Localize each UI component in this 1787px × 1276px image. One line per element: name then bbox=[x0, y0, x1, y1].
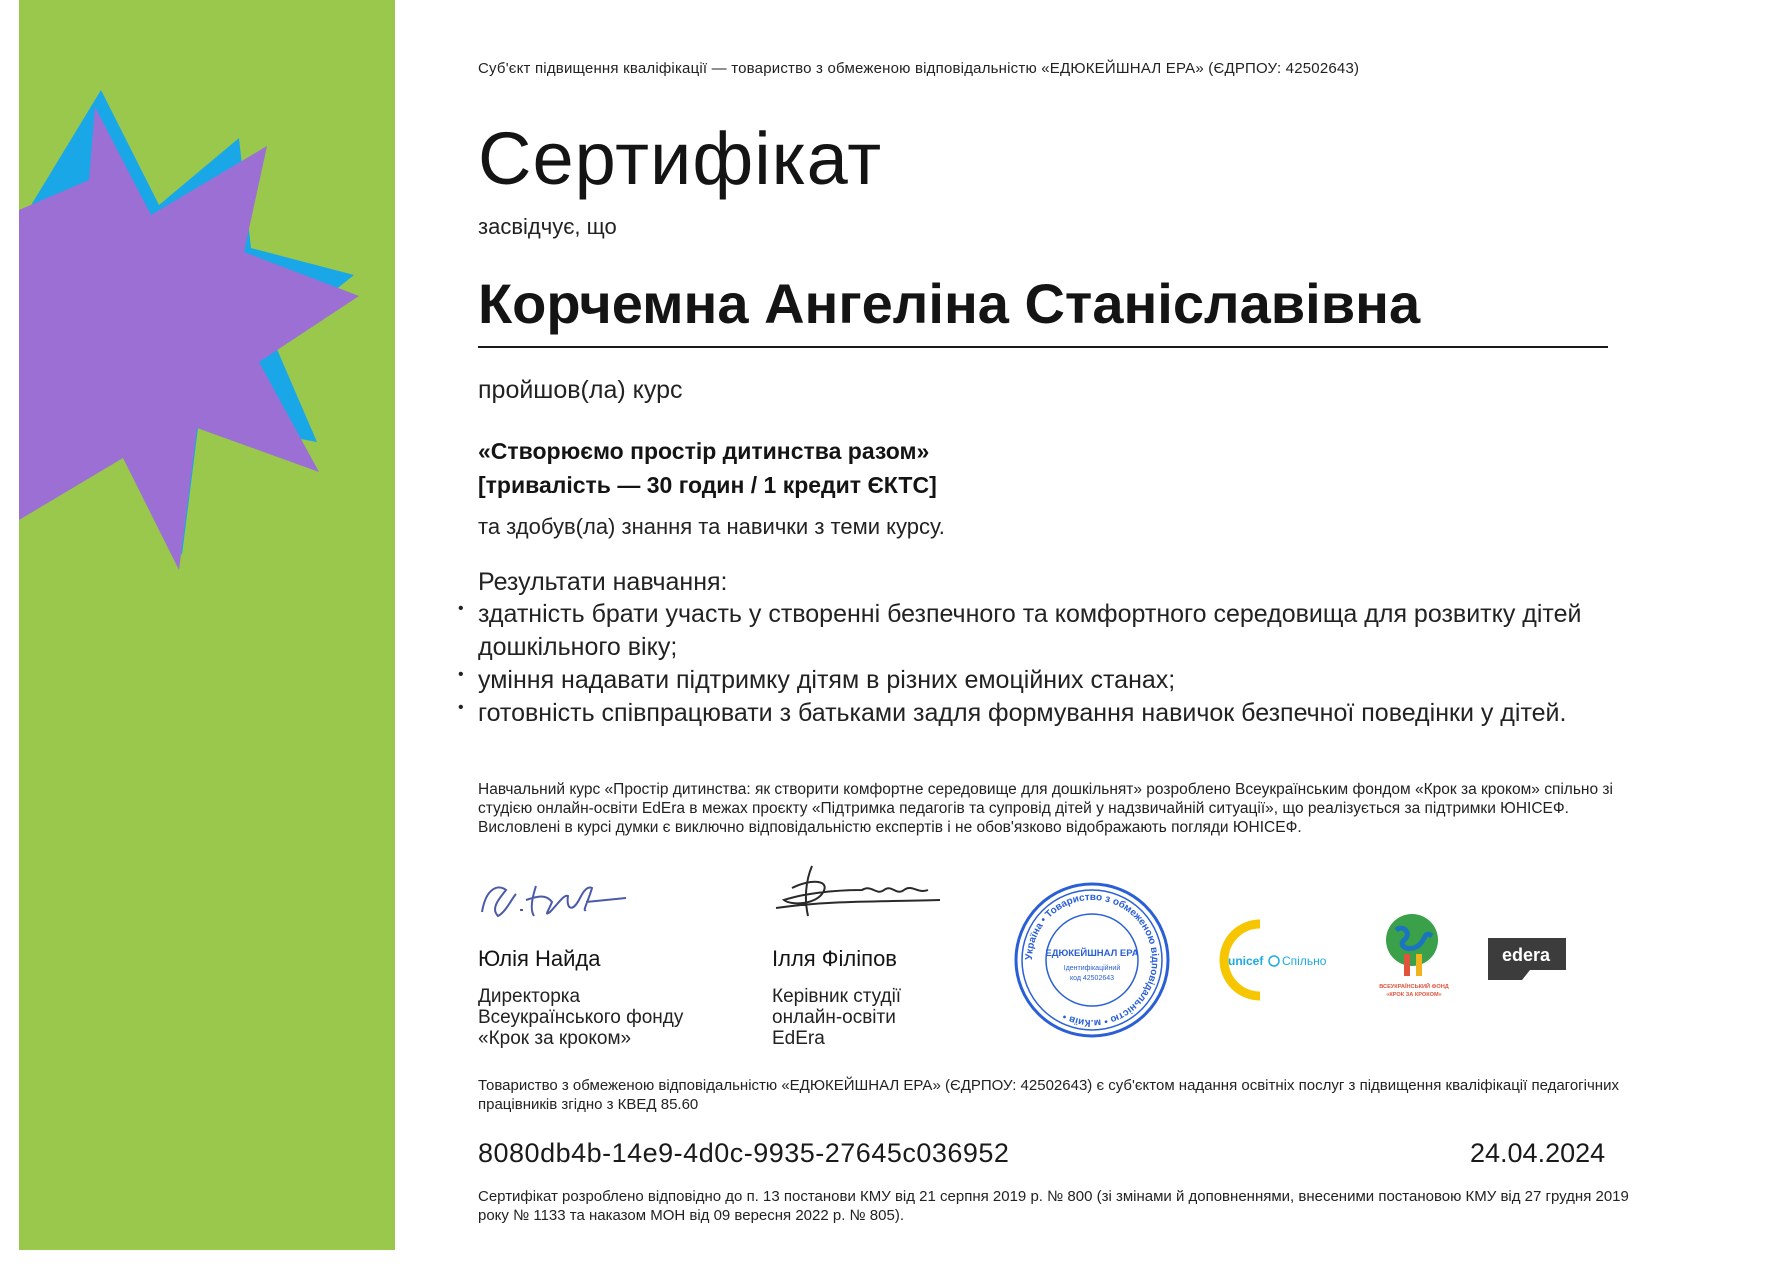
signer-position-line: «Крок за кроком» bbox=[478, 1028, 632, 1049]
svg-text:Україна • Товариство з обмежен bbox=[1024, 892, 1160, 1028]
results-title: Результати навчання: bbox=[478, 568, 728, 596]
course-block bbox=[478, 434, 937, 502]
fund-line2: «КРОК ЗА КРОКОМ» bbox=[1386, 992, 1442, 998]
signer-position-line: Всеукраїнського фонду bbox=[478, 1007, 684, 1028]
legal-notice: Товариство з обмеженою відповідальністю «ЕДЮКЕЙШНАЛ ЕРА» (ЄДРПОУ: 42502643) є суб'єктом надання освітніх послуг з підвищення кваліфікації педагогічних працівників згідно з КВЕД 85.60 bbox=[478, 1077, 1619, 1113]
signer-naida bbox=[478, 946, 683, 1049]
signer-filipov bbox=[772, 946, 901, 1049]
decorative-sidebar bbox=[19, 0, 395, 1250]
result-item: • готовність співпрацювати з батьками задля формування навичок безпечної поведінки у дітей. bbox=[458, 697, 1638, 730]
certifies-text: засвідчує, що bbox=[478, 214, 617, 239]
results-list bbox=[458, 598, 1638, 730]
stamp-center-code: код 42502643 bbox=[1069, 975, 1115, 982]
result-item: • здатність брати участь у створенні безпечного та комфортного середовища для розвитку дітей дошкільного віку; bbox=[458, 598, 1638, 664]
certificate-date: 24.04.2024 bbox=[1470, 1138, 1606, 1168]
signer-position-line: Директорка bbox=[478, 986, 581, 1007]
step-by-step-fund-logo bbox=[1374, 906, 1454, 1002]
fund-line1: ВСЕУКРАЇНСЬКИЙ ФОНД bbox=[1379, 984, 1449, 990]
stamp-center-name: ЕДЮКЕЙШНАЛ ЕРА bbox=[1045, 948, 1139, 959]
course-disclaimer: Навчальний курс «Простір дитинства: як створити комфортне середовище для дошкільнят» розроблено Всеукраїнським фондом «Крок за кроком» спільно зі студією онлайн-освіти EdEra в межах проєкту «Підтримка педагогів та супровід дітей у надзвичайній ситуації», що реалізується за підтримки ЮНІСЕФ. Висловлені в курсі думки є виключно відповідальністю експертів і не обов'язково відображають погляди ЮНІСЕФ. bbox=[478, 781, 1613, 836]
star-decoration bbox=[19, 0, 395, 600]
signature-naida bbox=[476, 868, 636, 928]
stamp-center-sub: Ідентифікаційний bbox=[1063, 965, 1121, 972]
course-duration: [тривалість — 30 годин / 1 кредит ЄКТС] bbox=[478, 472, 937, 498]
unicef-partner-label: Спільно bbox=[1282, 954, 1327, 968]
signer-position-line: EdEra bbox=[772, 1028, 825, 1049]
certificate-id: 8080db4b-14e9-4d0c-9935-27645c036952 bbox=[478, 1138, 1010, 1168]
recipient-name: Корчемна Ангеліна Станіславівна bbox=[478, 272, 1421, 335]
completed-text: пройшов(ла) курс bbox=[478, 376, 683, 404]
unicef-globe-icon bbox=[1269, 956, 1279, 966]
certificate-title: Сертифікат bbox=[478, 117, 883, 200]
unicef-logo bbox=[1218, 918, 1348, 1002]
result-item: • уміння надавати підтримку дітям в різних емоційних станах; bbox=[458, 664, 1638, 697]
name-underline bbox=[478, 346, 1608, 348]
regulation-footnote: Сертифікат розроблено відповідно до п. 13 постанови КМУ від 21 серпня 2019 р. № 800 (зі змінами й доповненнями, внесеними постановою КМУ від 27 грудня 2019 року № 1133 та наказом МОН від 09 вересня 2022 р. № 805). bbox=[478, 1188, 1629, 1224]
signer-position-line: Керівник студії bbox=[772, 986, 902, 1007]
signer-position-line: онлайн-освіти bbox=[772, 1007, 896, 1028]
signature-filipov bbox=[772, 860, 942, 924]
edera-logo bbox=[1480, 934, 1574, 982]
signer-name: Ілля Філіпов bbox=[772, 946, 897, 971]
unicef-label: unicef bbox=[1228, 954, 1264, 968]
course-title: «Створюємо простір дитинства разом» bbox=[478, 438, 930, 464]
official-stamp bbox=[1012, 880, 1172, 1040]
gained-text: та здобув(ла) знання та навички з теми курсу. bbox=[478, 514, 945, 539]
stamp-outer-text: Україна • Товариство з обмеженою відповідальністю • м.Київ • bbox=[1023, 891, 1161, 1029]
edera-label: edera bbox=[1501, 945, 1551, 965]
signer-name: Юлія Найда bbox=[478, 946, 601, 971]
provider-line: Суб'єкт підвищення кваліфікації — товариство з обмеженою відповідальністю «ЕДЮКЕЙШНАЛ ЕРА» (ЄДРПОУ: 42502643) bbox=[478, 60, 1360, 77]
